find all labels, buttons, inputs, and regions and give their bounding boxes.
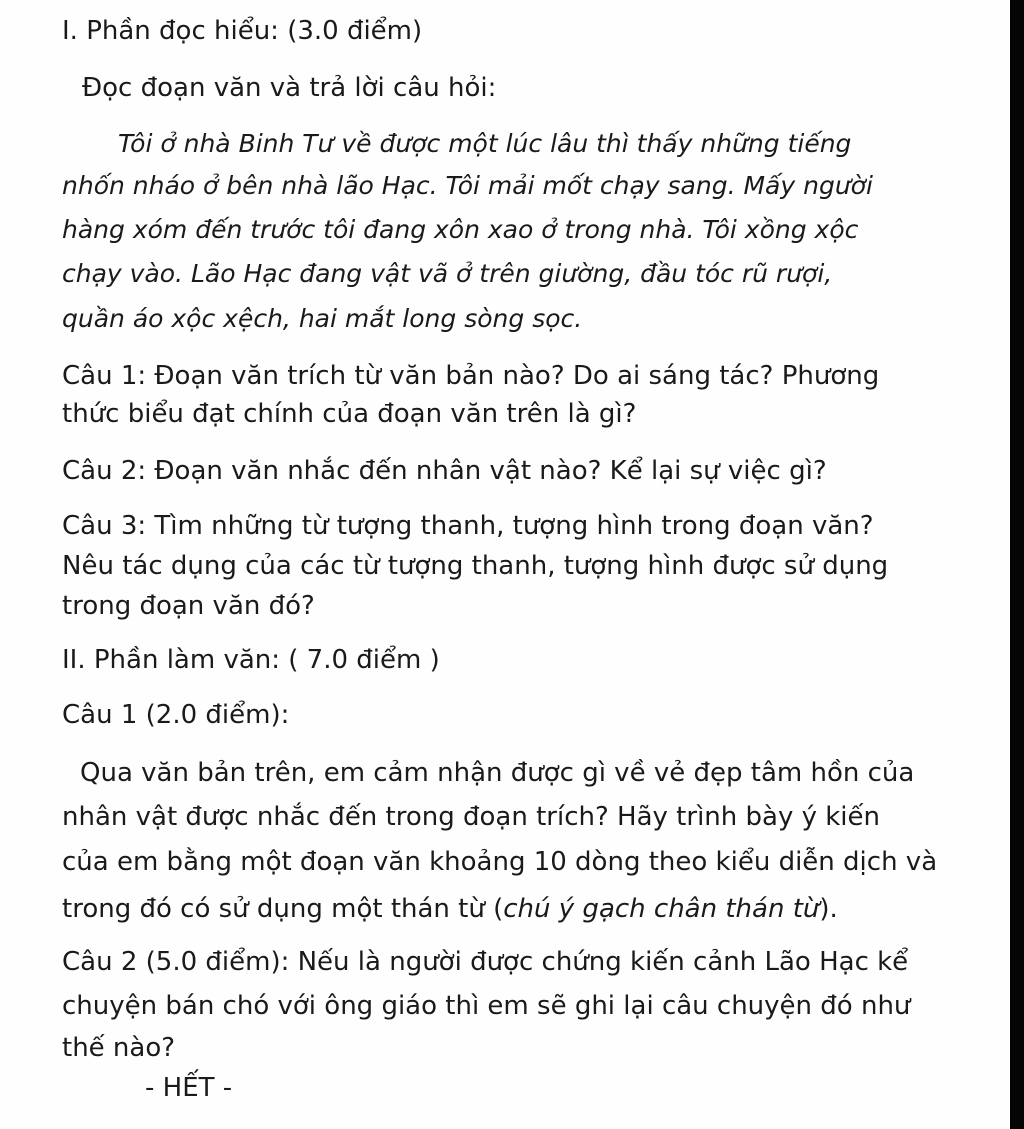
passage-line-3: hàng xóm đến trước tôi đang xôn xao ở trong nhà. Tôi xồng xộc <box>62 215 859 244</box>
question-1-line-1: Câu 1: Đoạn văn trích từ văn bản nào? Do ai sáng tác? Phương <box>62 361 880 391</box>
question-3-line-3: trong đoạn văn đó? <box>62 591 315 621</box>
essay-question-1-line-2: nhân vật được nhắc đến trong đoạn trích? Hãy trình bày ý kiến <box>62 802 881 832</box>
passage-line-5: quần áo xộc xệch, hai mắt long sòng sọc. <box>62 304 583 333</box>
end-mark: - HẾT - <box>145 1073 233 1103</box>
part2-heading: II. Phần làm văn: ( 7.0 điểm ) <box>62 645 440 675</box>
essay-question-1-line-4-end: ). <box>819 894 838 924</box>
essay-question-1-line-3: của em bằng một đoạn văn khoảng 10 dòng theo kiểu diễn dịch và <box>62 847 938 877</box>
essay-question-2-line-3: thế nào? <box>62 1033 176 1063</box>
essay-question-1-note: chú ý gạch chân thán từ <box>503 894 820 924</box>
right-edge-border <box>1010 0 1024 1129</box>
question-1-line-2: thức biểu đạt chính của đoạn văn trên là gì? <box>62 399 637 429</box>
question-2: Câu 2: Đoạn văn nhắc đến nhân vật nào? Kể lại sự việc gì? <box>62 456 827 486</box>
essay-question-2-line-1: Câu 2 (5.0 điểm): Nếu là người được chứng kiến cảnh Lão Hạc kể <box>62 947 909 977</box>
passage-line-2: nhốn nháo ở bên nhà lão Hạc. Tôi mải mốt chạy sang. Mấy người <box>62 171 873 200</box>
part1-heading: I. Phần đọc hiểu: (3.0 điểm) <box>62 16 423 46</box>
passage-line-4: chạy vào. Lão Hạc đang vật vã ở trên giường, đầu tóc rũ rượi, <box>62 259 833 288</box>
question-3-line-2: Nêu tác dụng của các từ tượng thanh, tượng hình được sử dụng <box>62 551 889 581</box>
essay-question-1-line-4-start: trong đó có sử dụng một thán từ ( <box>62 894 504 924</box>
passage-line-1: Tôi ở nhà Binh Tư về được một lúc lâu thì thấy những tiếng <box>118 129 852 158</box>
essay-question-1-heading: Câu 1 (2.0 điểm): <box>62 700 290 730</box>
essay-question-1-line-1: Qua văn bản trên, em cảm nhận được gì về vẻ đẹp tâm hồn của <box>80 758 915 788</box>
reading-instruction: Đọc đoạn văn và trả lời câu hỏi: <box>82 73 497 103</box>
essay-question-1-line-4 <box>62 893 838 925</box>
essay-question-2-line-2: chuyện bán chó với ông giáo thì em sẽ ghi lại câu chuyện đó như <box>62 991 911 1021</box>
question-3-line-1: Câu 3: Tìm những từ tượng thanh, tượng hình trong đoạn văn? <box>62 511 874 541</box>
corner-decoration <box>846 1111 996 1129</box>
